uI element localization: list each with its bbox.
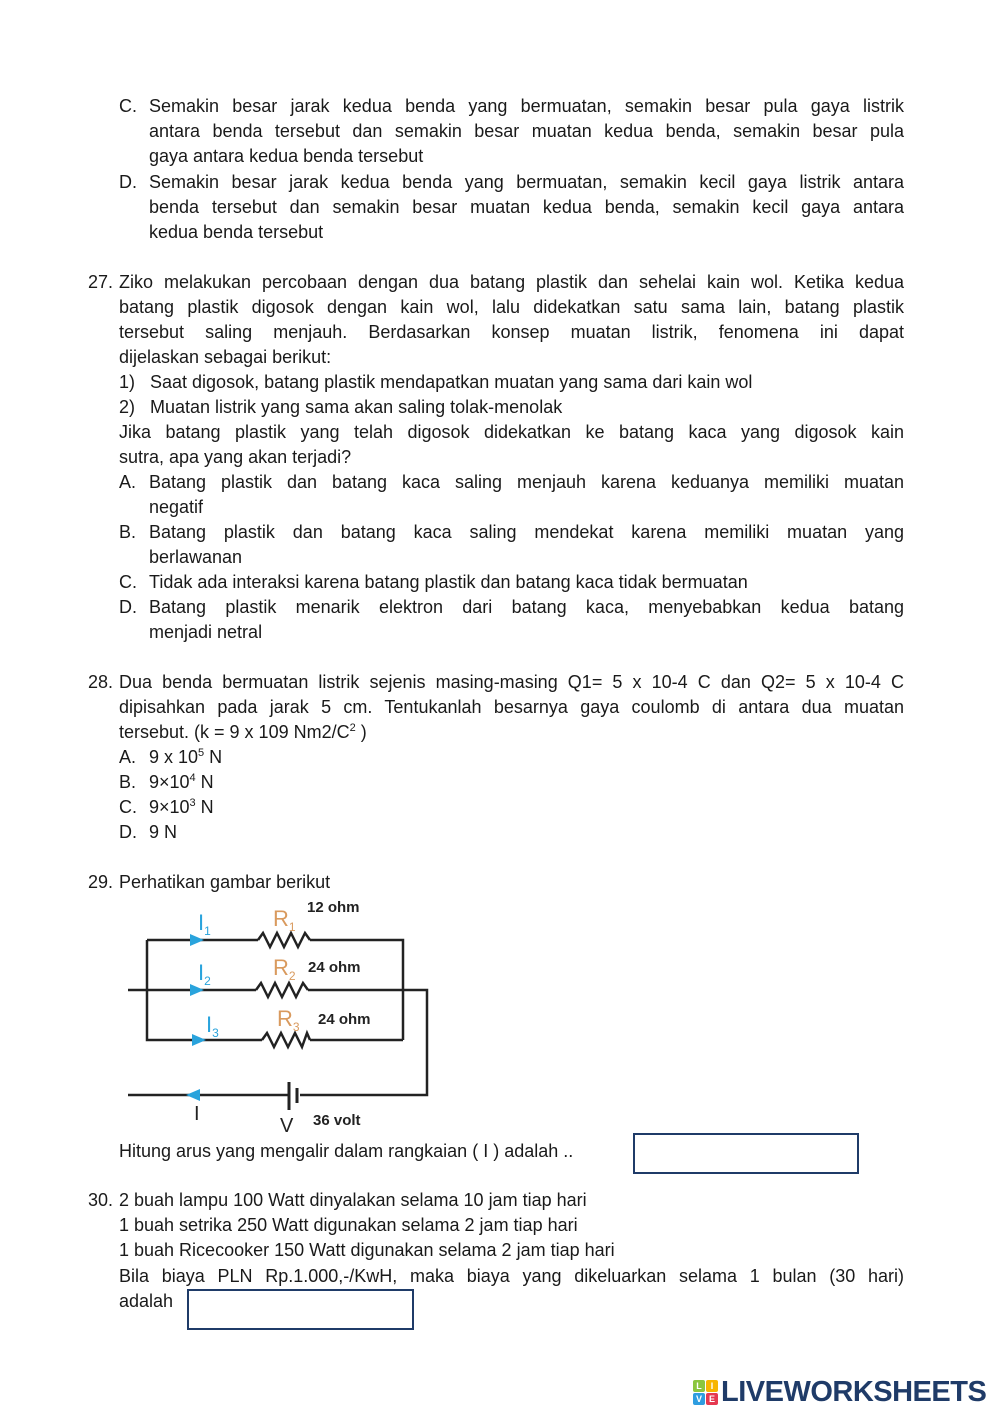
text: ) (355, 722, 367, 742)
question-number: 27. (88, 272, 114, 292)
current-arrow-icon (186, 1089, 200, 1101)
question-text: sutra, apa yang akan terjadi? (119, 447, 352, 467)
option-letter: B. (119, 772, 137, 792)
logo-tile: V (693, 1393, 705, 1405)
option-text: negatif (149, 497, 204, 517)
question-text: Bila biaya PLN Rp.1.000,-/KwH, maka biaya yang dikeluarkan selama 1 bulan (30 hari) (119, 1266, 904, 1286)
option-letter: D. (119, 172, 137, 192)
option-text: gaya antara kedua benda tersebut (149, 146, 424, 166)
question-text: batang plastik digosok dengan kain wol, lalu didekatkan satu sama lain, batang plastik (119, 297, 904, 317)
superscript: 5 (198, 747, 205, 759)
resistor-r3 (262, 1033, 310, 1047)
label-r3: $R_3$ (277, 1006, 300, 1034)
superscript: 2 (349, 722, 356, 734)
text: N (195, 797, 214, 817)
logo-tile: I (706, 1380, 718, 1392)
option-text (149, 796, 904, 818)
question-text: dipisahkan pada jarak 5 cm. Tentukanlah besarnya gaya coulomb di antara dua muatan (119, 697, 904, 717)
option-text: Batang plastik dan batang kaca saling menjauh karena keduanya memiliki muatan (149, 472, 904, 492)
resistor-r1 (258, 933, 310, 947)
question-text: Ziko melakukan percobaan dengan dua batang plastik dan sehelai kain wol. Ketika kedua (119, 272, 904, 292)
superscript: 4 (189, 772, 196, 784)
question-prompt: adalah (119, 1291, 174, 1311)
voltage-label: V (280, 1115, 294, 1137)
text: 9×10 (149, 772, 190, 792)
current-arrow-icon (190, 984, 204, 996)
text: N (195, 772, 214, 792)
question-text: 1 buah Ricecooker 150 Watt digunakan selama 2 jam tiap hari (119, 1240, 615, 1260)
superscript: 3 (189, 797, 196, 809)
current-label: I (194, 1103, 200, 1125)
question-number: 28. (88, 672, 114, 692)
answer-input-30[interactable] (187, 1289, 414, 1330)
question-text: 1 buah setrika 250 Watt digunakan selama 2 jam tiap hari (119, 1215, 578, 1235)
label-r1: $R_1$ (273, 906, 296, 934)
circuit-diagram (110, 890, 450, 1140)
option-letter: A. (119, 747, 137, 767)
option-letter: C. (119, 797, 137, 817)
voltage-value: 36 volt (313, 1112, 361, 1129)
option-text: antara benda tersebut dan semakin besar muatan kedua benda, semakin besar pula (149, 121, 904, 141)
text: 9 x 10 (149, 747, 199, 767)
liveworksheets-logo (693, 1376, 986, 1409)
option-letter: C. (119, 572, 137, 592)
option-letter: C. (119, 96, 137, 116)
option-letter: A. (119, 472, 137, 492)
logo-text: LIVEWORKSHEETS (721, 1376, 987, 1408)
option-letter: B. (119, 522, 137, 542)
logo-tile: E (706, 1393, 718, 1405)
option-text: Tidak ada interaksi karena batang plastik dan batang kaca tidak bermuatan (149, 572, 748, 592)
answer-input-29[interactable] (633, 1133, 859, 1174)
text: 9×10 (149, 797, 190, 817)
r3-value: 24 ohm (318, 1011, 371, 1028)
current-arrow-icon (192, 1034, 206, 1046)
label-i2: $I_2$ (198, 960, 211, 988)
r2-value: 24 ohm (308, 959, 361, 976)
numbered-point: 1) Saat digosok, batang plastik mendapatkan muatan yang sama dari kain wol (119, 372, 753, 392)
question-number: 30. (88, 1190, 114, 1210)
r1-value: 12 ohm (307, 899, 360, 916)
question-text (119, 721, 904, 743)
text: tersebut. (k = 9 x 109 Nm2/C (119, 722, 350, 742)
option-text: benda tersebut dan semakin besar muatan kedua benda, semakin kecil gaya antara (149, 197, 904, 217)
battery-icon (288, 1080, 300, 1110)
question-text: dijelaskan sebagai berikut: (119, 347, 332, 367)
logo-tiles (693, 1380, 718, 1405)
option-text: Batang plastik menarik elektron dari batang kaca, menyebabkan kedua batang (149, 597, 904, 617)
question-number: 29. (88, 872, 114, 892)
option-text (149, 771, 904, 793)
question-text: Jika batang plastik yang telah digosok didekatkan ke batang kaca yang digosok kain (119, 422, 904, 442)
question-text: tersebut saling menjauh. Berdasarkan konsep muatan listrik, fenomena ini dapat (119, 322, 904, 342)
option-text: kedua benda tersebut (149, 222, 324, 242)
label-i1: $I_1$ (198, 910, 211, 938)
resistor-r2 (256, 983, 308, 997)
question-text: Perhatikan gambar berikut (119, 872, 331, 892)
option-text: berlawanan (149, 547, 243, 567)
label-i3: $I_3$ (206, 1012, 219, 1040)
label-r2: $R_2$ (273, 955, 296, 983)
numbered-point: 2) Muatan listrik yang sama akan saling tolak-menolak (119, 397, 563, 417)
logo-tile: L (693, 1380, 705, 1392)
current-arrow-icon (190, 934, 204, 946)
option-letter: D. (119, 597, 137, 617)
option-text: menjadi netral (149, 622, 263, 642)
option-text: Semakin besar jarak kedua benda yang bermuatan, semakin besar pula gaya listrik (149, 96, 904, 116)
option-text: Semakin besar jarak kedua benda yang bermuatan, semakin kecil gaya listrik antara (149, 172, 904, 192)
option-text (149, 746, 904, 768)
question-text: 2 buah lampu 100 Watt dinyalakan selama 10 jam tiap hari (119, 1190, 587, 1210)
question-text: Dua benda bermuatan listrik sejenis masing-masing Q1= 5 x 10-4 C dan Q2= 5 x 10-4 C (119, 672, 904, 692)
text: N (204, 747, 223, 767)
option-letter: D. (119, 822, 137, 842)
option-text: Batang plastik dan batang kaca saling mendekat karena memiliki muatan yang (149, 522, 904, 542)
question-prompt: Hitung arus yang mengalir dalam rangkaian ( I ) adalah .. (119, 1141, 574, 1161)
option-text: 9 N (149, 822, 178, 842)
